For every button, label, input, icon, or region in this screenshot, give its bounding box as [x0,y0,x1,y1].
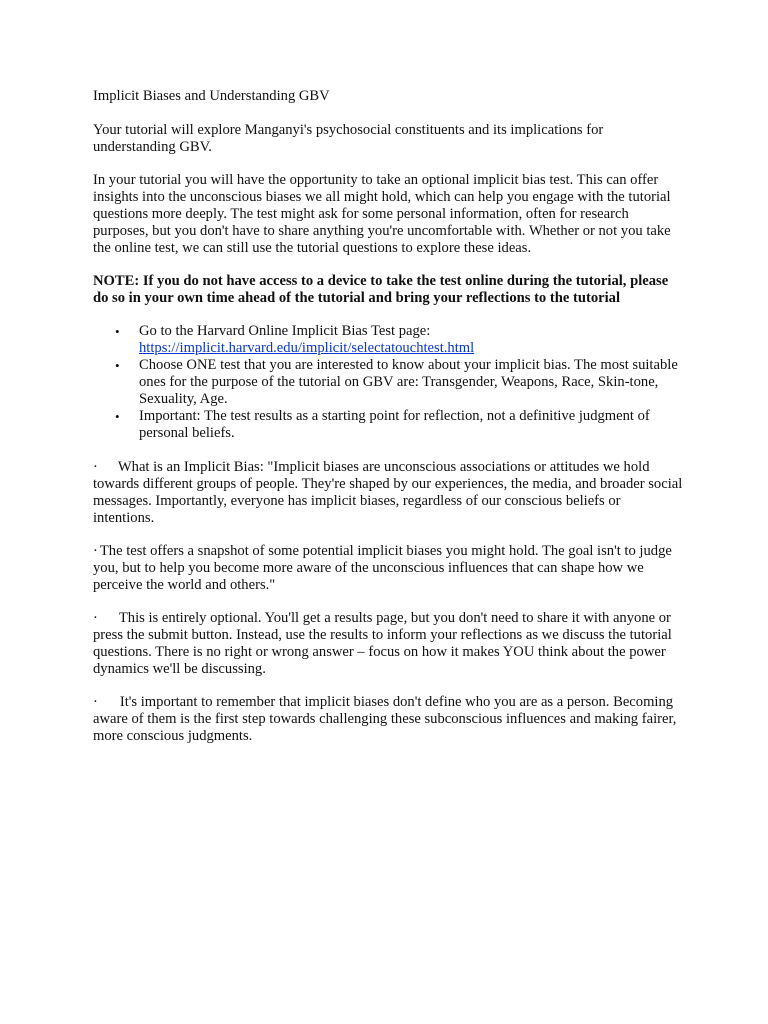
optional-paragraph [93,610,683,678]
paragraph-text: What is an Implicit Bias: "Implicit biases are unconscious associations or attitudes we hold towards different groups of people. They're shaped by our experiences, the media, and broader social messages. Importantly, everyone has implicit biases, regardless of our conscious beliefs or intentions. [93,459,683,526]
dot-marker: · [93,610,98,626]
harvard-test-link[interactable]: https://implicit.harvard.edu/implicit/selectatouchtest.html [139,340,475,356]
list-item-text: Important: The test results as a starting point for reflection, not a definitive judgment of personal beliefs. [139,408,650,441]
instruction-list [93,323,683,442]
dot-marker: · [93,694,98,710]
list-item [139,408,683,442]
test-paragraph: In your tutorial you will have the opportunity to take an optional implicit bias test. This can offer insights into the unconscious biases we all might hold, which can help you engage with the tutorial questions more deeply. The test might ask for some personal information, often for research purposes, but you don't have to share anything you're uncomfortable with. Whether or not you take the online test, we can still use the tutorial questions to explore these ideas. [93,172,671,256]
list-item-text: Go to the Harvard Online Implicit Bias Test page: [139,323,431,339]
paragraph-text: This is entirely optional. You'll get a results page, but you don't need to share it with anyone or press the submit button. Instead, use the results to inform your reflections as we discuss the tutorial questions. There is no right or wrong answer – focus on how it makes YOU think about the power dynamics we'll be discussing. [93,610,672,677]
dot-marker: · [93,543,98,559]
dot-marker: · [93,459,98,475]
list-item [139,323,683,357]
implicit-bias-paragraph [93,459,683,527]
document-body [93,88,683,761]
paragraph-text: It's important to remember that implicit biases don't define who you are as a person. Becoming aware of them is the first step towards challenging these subconscious influences and making fairer, more conscious judgments. [93,694,677,744]
paragraph-text: The test offers a snapshot of some potential implicit biases you might hold. The goal isn't to judge you, but to help you become more aware of the unconscious influences that can shape how we perceive the world and others." [93,543,672,593]
remember-paragraph [93,694,683,745]
list-item-text: Choose ONE test that you are interested to know about your implicit bias. The most suitable ones for the purpose of the tutorial on GBV are: Transgender, Weapons, Race, Skin-tone, Sexuality, Age. [139,357,678,407]
document-title: Implicit Biases and Understanding GBV [93,88,330,104]
list-item [139,357,683,408]
snapshot-paragraph [93,543,683,594]
intro-paragraph: Your tutorial will explore Manganyi's psychosocial constituents and its implications for understanding GBV. [93,122,604,155]
note-paragraph: NOTE: If you do not have access to a device to take the test online during the tutorial, please do so in your own time ahead of the tutorial and bring your reflections to the tutorial [93,273,669,306]
